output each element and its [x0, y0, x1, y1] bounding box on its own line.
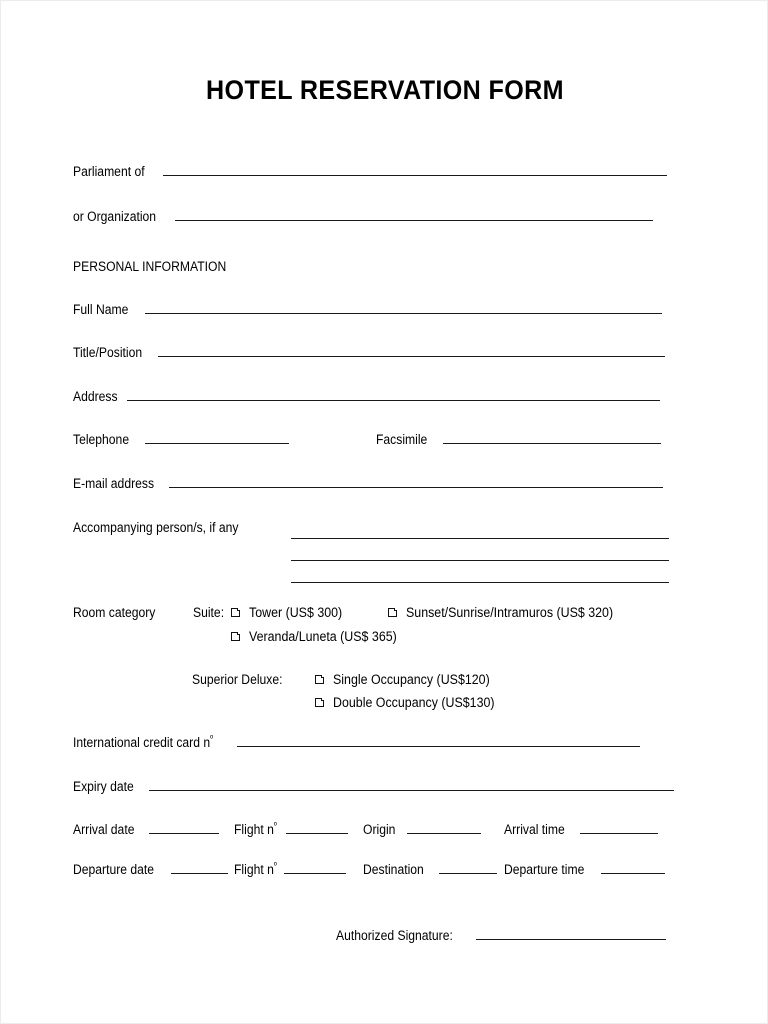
field-arrival-time: [504, 822, 658, 837]
ordinal-indicator-icon: º: [210, 733, 214, 744]
field-departure-date: [73, 862, 228, 877]
field-input-departure-flight-number[interactable]: [284, 873, 346, 874]
checkbox-label: Sunset/Sunrise/Intramuros (US$ 320): [406, 605, 614, 620]
field-organization: [73, 209, 653, 224]
field-label-arrival-flight-number: [234, 822, 277, 837]
field-input-telephone[interactable]: [145, 443, 289, 444]
superior-deluxe-label: Superior Deluxe:: [192, 672, 283, 687]
field-label-accompanying-persons: Accompanying person/s, if any: [73, 520, 239, 535]
field-facsimile: [376, 432, 661, 447]
field-input-arrival-flight-number[interactable]: [286, 833, 348, 834]
field-label-parliament-of: Parliament of: [73, 164, 145, 179]
field-input-address[interactable]: [127, 400, 660, 401]
field-input-organization[interactable]: [175, 220, 653, 221]
superior-deluxe-label-group: [192, 672, 293, 687]
suite-label-group: [193, 605, 228, 620]
field-label-facsimile: Facsimile: [376, 432, 428, 447]
field-label-credit-card-number: [73, 735, 213, 750]
field-arrival-date: [73, 822, 219, 837]
field-destination: [363, 862, 497, 877]
field-input-facsimile[interactable]: [443, 443, 661, 444]
field-credit-card-number: [73, 735, 640, 750]
field-parliament-of: [73, 164, 667, 179]
field-input-credit-card-number[interactable]: [237, 746, 640, 747]
field-telephone: [73, 432, 289, 447]
field-full-name: [73, 302, 662, 317]
field-input-title-position[interactable]: [158, 356, 665, 357]
field-label-departure-date: Departure date: [73, 862, 155, 877]
field-label-email-address: E-mail address: [73, 476, 155, 491]
field-input-origin[interactable]: [407, 833, 481, 834]
field-input-accompanying-line-3[interactable]: [291, 582, 669, 583]
room-category-label: Room category: [73, 605, 156, 620]
field-title-position: [73, 345, 665, 360]
checkbox-label: Double Occupancy (US$130): [333, 695, 495, 710]
section-heading-personal-information: PERSONAL INFORMATION: [73, 259, 227, 274]
checkbox-icon[interactable]: [231, 608, 240, 617]
field-label-full-name: Full Name: [73, 302, 129, 317]
checkbox-label: Veranda/Luneta (US$ 365): [249, 629, 397, 644]
field-authorized-signature: [336, 928, 666, 943]
checkbox-option-suite-tower[interactable]: [231, 605, 350, 620]
field-label-organization: or Organization: [73, 209, 157, 224]
field-label-title-position: Title/Position: [73, 345, 143, 360]
checkbox-icon[interactable]: [315, 698, 324, 707]
room-category-label-group: [73, 605, 165, 620]
checkbox-option-single-occupancy[interactable]: [315, 672, 503, 687]
field-label-arrival-flight-text: Flight n: [234, 822, 274, 837]
field-label-arrival-time: Arrival time: [504, 822, 565, 837]
field-label-expiry-date: Expiry date: [73, 779, 134, 794]
field-label-departure-flight-text: Flight n: [234, 862, 274, 877]
field-input-arrival-date[interactable]: [149, 833, 219, 834]
field-input-destination[interactable]: [439, 873, 497, 874]
field-label-authorized-signature: Authorized Signature:: [336, 928, 453, 943]
field-input-arrival-time[interactable]: [580, 833, 658, 834]
field-label-credit-card-text: International credit card n: [73, 735, 211, 750]
field-arrival-flight-number: [234, 822, 348, 837]
field-input-accompanying-line-1[interactable]: [291, 538, 669, 539]
field-input-authorized-signature[interactable]: [476, 939, 666, 940]
checkbox-option-suite-sunset-sunrise-intramuros[interactable]: [388, 605, 631, 620]
checkbox-icon[interactable]: [315, 675, 324, 684]
field-origin: [363, 822, 481, 837]
ordinal-indicator-icon: º: [273, 820, 277, 831]
checkbox-icon[interactable]: [231, 632, 240, 641]
field-label-departure-flight-number: [234, 862, 277, 877]
field-label-address: Address: [73, 389, 118, 404]
field-input-accompanying-line-2[interactable]: [291, 560, 669, 561]
field-expiry-date: [73, 779, 674, 794]
suite-label: Suite:: [193, 605, 225, 620]
field-accompanying-persons: [73, 520, 257, 535]
field-input-departure-date[interactable]: [171, 873, 228, 874]
checkbox-icon[interactable]: [388, 608, 397, 617]
checkbox-label: Single Occupancy (US$120): [333, 672, 490, 687]
field-label-origin: Origin: [363, 822, 396, 837]
field-input-full-name[interactable]: [145, 313, 662, 314]
checkbox-option-suite-veranda-luneta[interactable]: [231, 629, 410, 644]
field-label-telephone: Telephone: [73, 432, 130, 447]
field-email-address: [73, 476, 663, 491]
field-departure-flight-number: [234, 862, 346, 877]
field-address: [73, 389, 660, 404]
page-title: HOTEL RESERVATION FORM: [206, 75, 564, 105]
field-input-expiry-date[interactable]: [149, 790, 674, 791]
field-input-parliament-of[interactable]: [163, 175, 667, 176]
field-label-destination: Destination: [363, 862, 424, 877]
field-label-departure-time: Departure time: [504, 862, 585, 877]
checkbox-option-double-occupancy[interactable]: [315, 695, 509, 710]
field-input-email-address[interactable]: [169, 487, 663, 488]
ordinal-indicator-icon: º: [273, 860, 277, 871]
field-departure-time: [504, 862, 665, 877]
field-label-arrival-date: Arrival date: [73, 822, 135, 837]
checkbox-label: Tower (US$ 300): [249, 605, 343, 620]
field-input-departure-time[interactable]: [601, 873, 665, 874]
